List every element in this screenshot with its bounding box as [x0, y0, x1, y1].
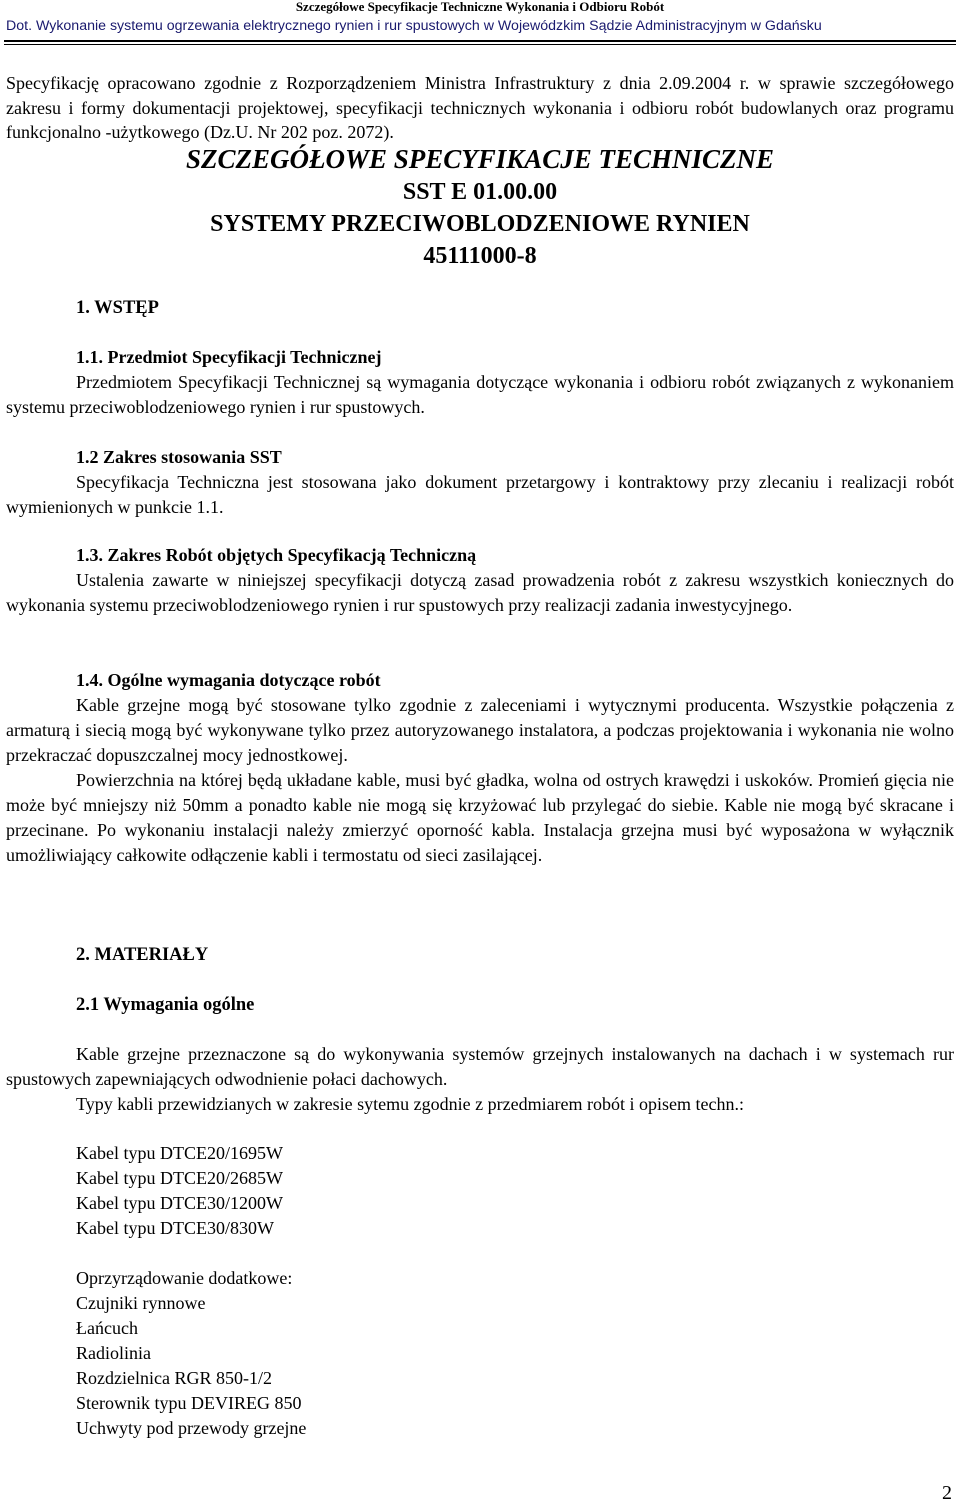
- list-item: Kabel typu DTCE20/1695W: [76, 1143, 283, 1163]
- accessories-list: [76, 1266, 306, 1441]
- section-1-3-heading: 1.3. Zakres Robót objętych Specyfikacją Techniczną: [76, 545, 477, 565]
- section-2-heading: 2. MATERIAŁY: [76, 945, 209, 965]
- spec-subject: SYSTEMY PRZECIWOBLODZENIOWE RYNIEN: [210, 211, 750, 237]
- accessories-heading: Oprzyrządowanie dodatkowe:: [76, 1268, 293, 1288]
- section-1-1-heading: 1.1. Przedmiot Specyfikacji Technicznej: [76, 347, 382, 367]
- list-item: Kabel typu DTCE30/1200W: [76, 1193, 283, 1213]
- section-1-heading: 1. WSTĘP: [76, 298, 159, 318]
- section-1-3: [6, 543, 954, 618]
- page-number: 2: [942, 1482, 952, 1504]
- header-subtitle: Dot. Wykonanie systemu ogrzewania elektrycznego rynien i rur spustowych w Wojewódzkim Sądzie Administracyjnym w Gdańsku: [6, 18, 822, 34]
- list-item: Łańcuch: [76, 1318, 138, 1338]
- section-1-1-text: Przedmiotem Specyfikacji Technicznej są wymagania dotyczące wykonania i odbioru robót związanych z wykonaniem systemu przeciwoblodzeniowego rynien i rur spustowych.: [6, 372, 954, 417]
- list-item: Kabel typu DTCE30/830W: [76, 1218, 274, 1238]
- header-rule-thin: [4, 44, 956, 45]
- spec-code: SST E 01.00.00: [402, 179, 558, 205]
- section-1-3-text: Ustalenia zawarte w niniejszej specyfikacji dotyczą zasad prowadzenia robót z zakresu wszystkich koniecznych do wykonania systemu przeciwoblodzeniowego rynien i rur spustowych przy realizacji zadania inwestycyjnego.: [6, 570, 954, 615]
- section-1-4-p2: Powierzchnia na której będą układane kable, musi być gładka, wolna od ostrych krawędzi i uskoków. Promień gięcia nie może być mniejszy niż 50mm a ponadto kable nie mogą się krzyżować lub przylegać do siebie. Kable nie mogą być skracane i przecinane. Po wykonaniu instalacji należy zmierzyć oporność kabla. Instalacja grzejna musi być wyposażona w wyłącznik umożliwiający całkowite odłączenie kabli i termostatu od sieci zasilającej.: [6, 770, 954, 865]
- cable-list: [76, 1141, 283, 1241]
- section-1-4-heading: 1.4. Ogólne wymagania dotyczące robót: [76, 670, 381, 690]
- section-1-2: [6, 445, 954, 520]
- section-1-4-p1: Kable grzejne mogą być stosowane tylko zgodnie z zaleceniami i wytycznymi producenta. Wszystkie połączenia z armaturą i siecią mogą być wykonywane tylko przez autoryzowanego instalatora, a podczas projektowania i wykonania nie wolno przekraczać dopuszczalnej mocy jednostkowej.: [6, 695, 954, 765]
- section-2-1-p2: Typy kabli przewidzianych w zakresie sytemu zgodnie z przedmiarem robót i opisem techn.:: [76, 1094, 745, 1114]
- section-1-2-heading: 1.2 Zakres stosowania SST: [76, 447, 282, 467]
- section-1-4: [6, 668, 954, 868]
- section-2-1-body: [6, 1042, 954, 1117]
- section-2-1-heading: 2.1 Wymagania ogólne: [76, 995, 255, 1015]
- document-title: SZCZEGÓŁOWE SPECYFIKACJE TECHNICZNE: [185, 144, 775, 174]
- list-item: Rozdzielnica RGR 850-1/2: [76, 1368, 272, 1388]
- header-title: Szczegółowe Specyfikacje Techniczne Wykonania i Odbioru Robót: [295, 0, 665, 14]
- list-item: Sterownik typu DEVIREG 850: [76, 1393, 302, 1413]
- cpv-code: 45111000-8: [423, 243, 537, 269]
- list-item: Kabel typu DTCE20/2685W: [76, 1168, 283, 1188]
- list-item: Czujniki rynnowe: [76, 1293, 206, 1313]
- section-1-2-text: Specyfikacja Techniczna jest stosowana jako dokument przetargowy i kontraktowy przy zlecaniu i realizacji robót wymienionych w punkcie 1.1.: [6, 472, 954, 517]
- list-item: Uchwyty pod przewody grzejne: [76, 1418, 307, 1438]
- list-item: Radiolinia: [76, 1343, 151, 1363]
- intro-text: Specyfikację opracowano zgodnie z Rozporządzeniem Ministra Infrastruktury z dnia 2.09.2004 r. w sprawie szczegółowego zakresu i formy dokumentacji projektowej, specyfikacji technicznych wykonania i odbioru robót budowlanych oraz programu funkcjonalno -użytkowego (Dz.U. Nr 202 poz. 2072).: [6, 73, 954, 142]
- section-2-1-p1: Kable grzejne przeznaczone są do wykonywania systemów grzejnych instalowanych na dachach i w systemach rur spustowych zapewniających odwodnienie połaci dachowych.: [6, 1044, 954, 1089]
- header-rule: [4, 40, 956, 42]
- intro-paragraph: [6, 71, 954, 145]
- section-1-1: [6, 345, 954, 420]
